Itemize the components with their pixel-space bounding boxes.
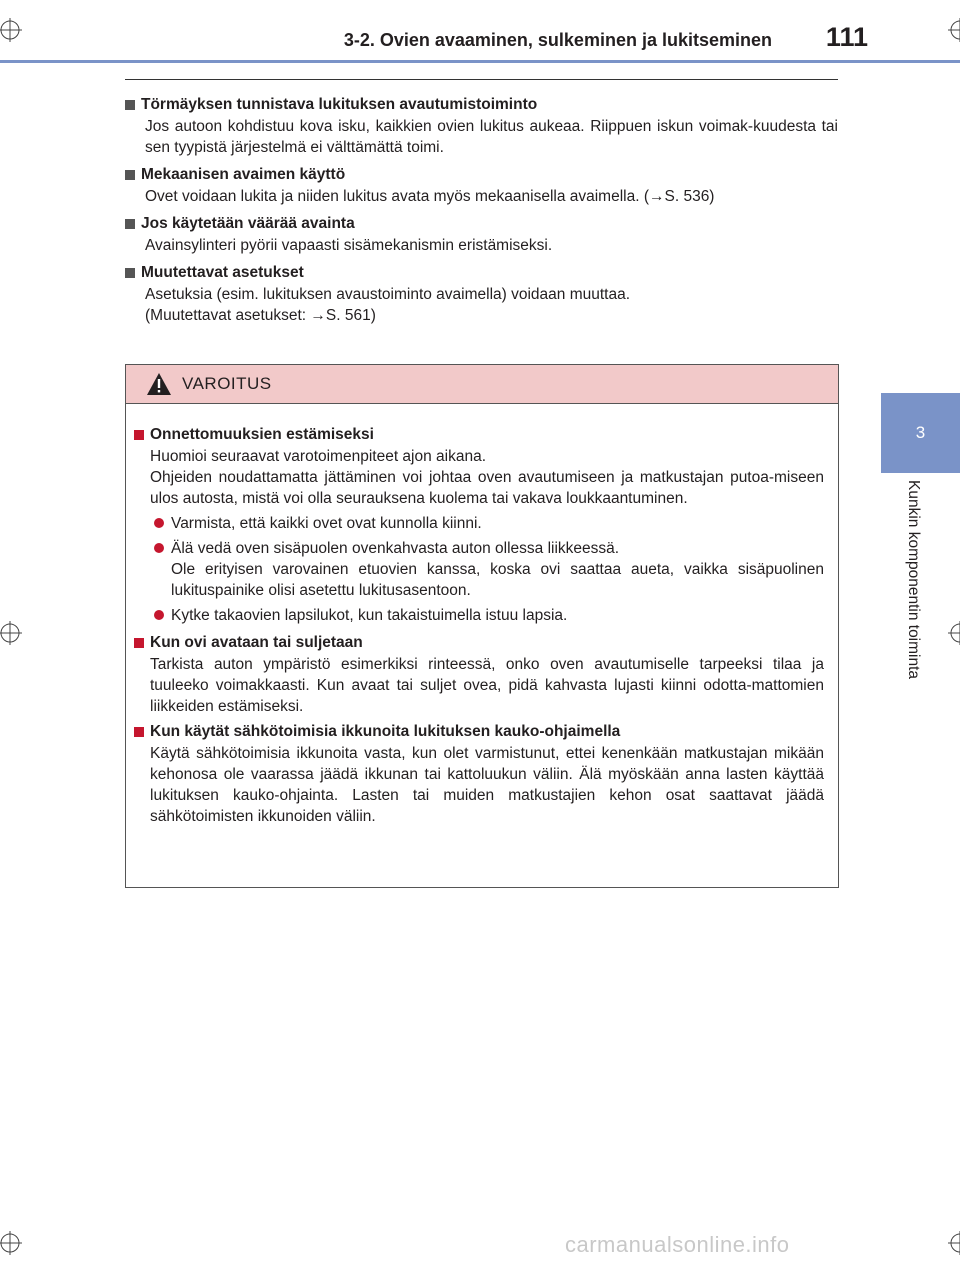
list-item xyxy=(125,262,838,326)
header-rule xyxy=(0,60,960,63)
registration-mark-icon xyxy=(940,1228,960,1258)
section-title: 3-2. Ovien avaaminen, sulkeminen ja lukitseminen xyxy=(343,30,772,50)
list-item xyxy=(125,164,838,207)
bullet-text: Varmista, että kaikki ovet ovat kunnolla kiinni. xyxy=(171,515,482,532)
item-text: Jos autoon kohdistuu kova isku, kaikkien ovien lukitus aukeaa. Riippuen iskun voimak-kuudesta tai sen tyypistä järjestelmä ei välttämättä toimi. xyxy=(145,118,838,156)
list-item xyxy=(125,94,838,158)
round-bullet-icon xyxy=(154,543,164,553)
page-number: 111 xyxy=(825,22,868,52)
round-bullet-icon xyxy=(154,518,164,528)
bullet-text: Kytke takaovien lapsilukot, kun takaistuimella istuu lapsia. xyxy=(171,607,568,624)
square-bullet-icon xyxy=(125,219,135,229)
registration-mark-icon xyxy=(0,618,30,648)
chapter-number: 3 xyxy=(915,423,926,442)
square-bullet-icon xyxy=(125,170,135,180)
item-text: Avainsylinteri pyörii vapaasti sisämekanismin eristämiseksi. xyxy=(145,237,553,254)
watermark: carmanualsonline.info xyxy=(565,1232,790,1257)
warning-heading: Kun käytät sähkötoimisia ikkunoita lukituksen kauko-ohjaimella xyxy=(150,723,621,740)
warning-text: Ohjeiden noudattamatta jättäminen voi johtaa oven avautumiseen ja matkustajan putoa-miseen ulos autosta, mistä voi olla seurauksena kuolema tai vakava loukkaantuminen. xyxy=(150,469,824,507)
round-bullet-icon xyxy=(154,610,164,620)
info-section xyxy=(125,92,838,332)
warning-text: Huomioi seuraavat varotoimenpiteet ajon aikana. xyxy=(150,448,487,465)
registration-mark-icon xyxy=(940,618,960,648)
warning-title: VAROITUS xyxy=(182,374,272,393)
warning-text: Käytä sähkötoimisia ikkunoita vasta, kun olet varmistunut, ettei kenenkään matkustajan mikään kehonosa ole vaarassa jäädä ikkunan tai kattoluukun väliin. Älä myöskään anna lasten käyttää lukituksen kauko-ohjainta. Lasten tai muiden matkustajien kehon osat saattavat jäädä sähkötoimisten ikkunoiden väliin. xyxy=(150,745,824,825)
registration-mark-icon xyxy=(0,15,30,45)
warning-text: Tarkista auton ympäristö esimerkiksi rinteessä, onko oven avautumiselle tarpeeksi tilaa ja tuuleeko voimakkaasti. Kun avaat tai suljet ovea, pidä kahvasta lujasti kiinni odotta-mattomien liikkeiden estämiseksi. xyxy=(150,656,824,715)
item-heading: Mekaanisen avaimen käyttö xyxy=(141,166,346,183)
warning-header xyxy=(126,365,838,404)
item-heading: Jos käytetään väärää avainta xyxy=(141,215,355,232)
warning-heading: Kun ovi avataan tai suljetaan xyxy=(150,634,363,651)
warning-section xyxy=(134,424,824,626)
item-text: Asetuksia (esim. lukituksen avaustoiminto avaimella) voidaan muuttaa. xyxy=(145,286,631,303)
chapter-title: Kunkin komponentin toiminta xyxy=(905,480,922,680)
registration-mark-icon xyxy=(940,15,960,45)
list-item xyxy=(125,213,838,256)
warning-triangle-icon xyxy=(146,372,172,396)
square-bullet-icon xyxy=(125,268,135,278)
warning-heading: Onnettomuuksien estämiseksi xyxy=(150,426,374,443)
item-heading: Muutettavat asetukset xyxy=(141,264,304,281)
item-text: (Muutettavat asetukset: →S. 561) xyxy=(145,307,376,324)
square-bullet-icon xyxy=(134,638,144,648)
content-rule xyxy=(125,79,838,80)
bullet-subtext: Ole erityisen varovainen etuovien kanssa, koska ovi saattaa aueta, vaikka sisäpuolinen lukituspainike olisi asetettu lukitusasentoon. xyxy=(171,561,824,599)
item-heading: Törmäyksen tunnistava lukituksen avautumistoiminto xyxy=(141,96,538,113)
registration-mark-icon xyxy=(0,1228,30,1258)
bullet-text: Älä vedä oven sisäpuolen ovenkahvasta auton ollessa liikkeessä. xyxy=(171,540,620,557)
chapter-tab xyxy=(881,393,960,473)
warning-section xyxy=(134,721,824,827)
square-bullet-icon xyxy=(125,100,135,110)
item-text: Ovet voidaan lukita ja niiden lukitus avata myös mekaanisella avaimella. (→S. 536) xyxy=(145,188,715,205)
square-bullet-icon xyxy=(134,430,144,440)
warning-section xyxy=(134,632,824,717)
warning-box xyxy=(125,364,839,888)
square-bullet-icon xyxy=(134,727,144,737)
